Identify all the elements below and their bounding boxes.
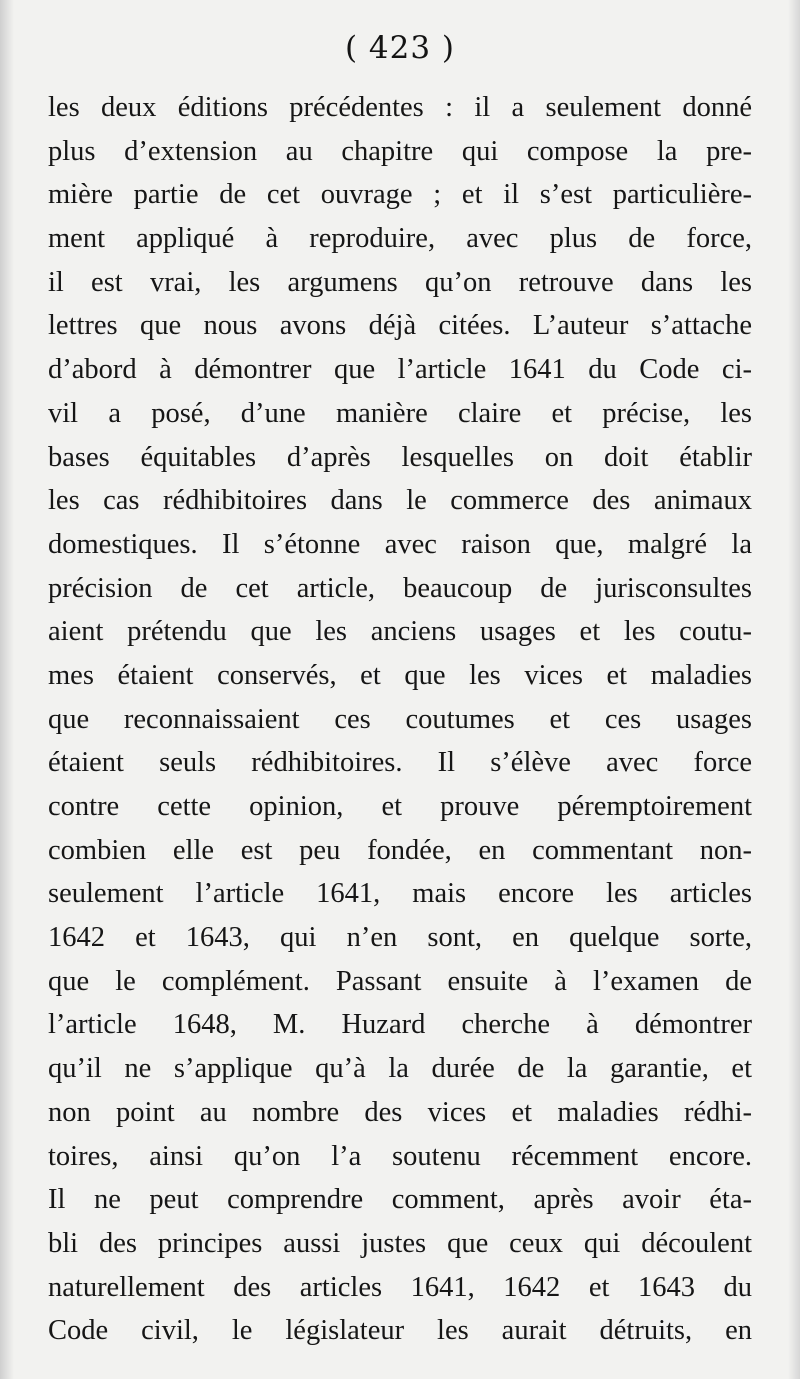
text-line: ment appliqué à reproduire, avec plus de force, [48, 223, 752, 255]
text-line: contre cette opinion, et prouve péremptoirement [48, 791, 752, 822]
text-line: non point au nombre des vices et maladies rédhi- [48, 1096, 752, 1128]
text-line: l’article 1648, M. Huzard cherche à démontrer [48, 1009, 752, 1041]
body-text [48, 86, 752, 1353]
page-edge-right [788, 0, 800, 1379]
page-number: ( 423 ) [344, 30, 456, 66]
text-line: bli des principes aussi justes que ceux qui découlent [48, 1227, 752, 1259]
text-line: Il ne peut comprendre comment, après avoir éta- [48, 1184, 752, 1216]
text-line: d’abord à démontrer que l’article 1641 du Code ci- [48, 354, 752, 386]
text-line: que le complément. Passant ensuite à l’examen de [48, 965, 752, 997]
text-line: bases équitables d’après lesquelles on doit établir [48, 441, 752, 473]
text-line: les cas rédhibitoires dans le commerce des animaux [48, 485, 752, 517]
text-line: domestiques. Il s’étonne avec raison que, malgré la [48, 528, 752, 560]
text-line: naturellement des articles 1641, 1642 et 1643 du [48, 1271, 752, 1303]
text-line: précision de cet article, beaucoup de jurisconsultes [48, 572, 752, 604]
text-line: mes étaient conservés, et que les vices et maladies [48, 659, 752, 691]
text-line: combien elle est peu fondée, en commentant non- [48, 834, 752, 866]
text-line: aient prétendu que les anciens usages et les coutu- [48, 616, 752, 648]
text-line: plus d’extension au chapitre qui compose la pre- [48, 135, 752, 167]
text-line: 1642 et 1643, qui n’en sont, en quelque sorte, [48, 922, 752, 954]
text-line: toires, ainsi qu’on l’a soutenu récemment encore. [48, 1140, 752, 1172]
text-line: que reconnaissaient ces coutumes et ces usages [48, 703, 752, 735]
text-line: il est vrai, les argumens qu’on retrouve dans les [48, 266, 752, 298]
text-line: mière partie de cet ouvrage ; et il s’est particulière- [48, 179, 752, 211]
text-line: lettres que nous avons déjà citées. L’auteur s’attache [48, 310, 752, 342]
text-line: Code civil, le législateur les aurait détruits, en [48, 1315, 752, 1347]
text-line: vil a posé, d’une manière claire et précise, les [48, 397, 752, 429]
text-line: étaient seuls rédhibitoires. Il s’élève avec force [48, 747, 752, 779]
page-edge-left [0, 0, 14, 1379]
text-line: qu’il ne s’applique qu’à la durée de la garantie, et [48, 1053, 752, 1085]
text-line: seulement l’article 1641, mais encore les articles [48, 878, 752, 910]
text-line: les deux éditions précédentes : il a seulement donné [48, 92, 752, 123]
